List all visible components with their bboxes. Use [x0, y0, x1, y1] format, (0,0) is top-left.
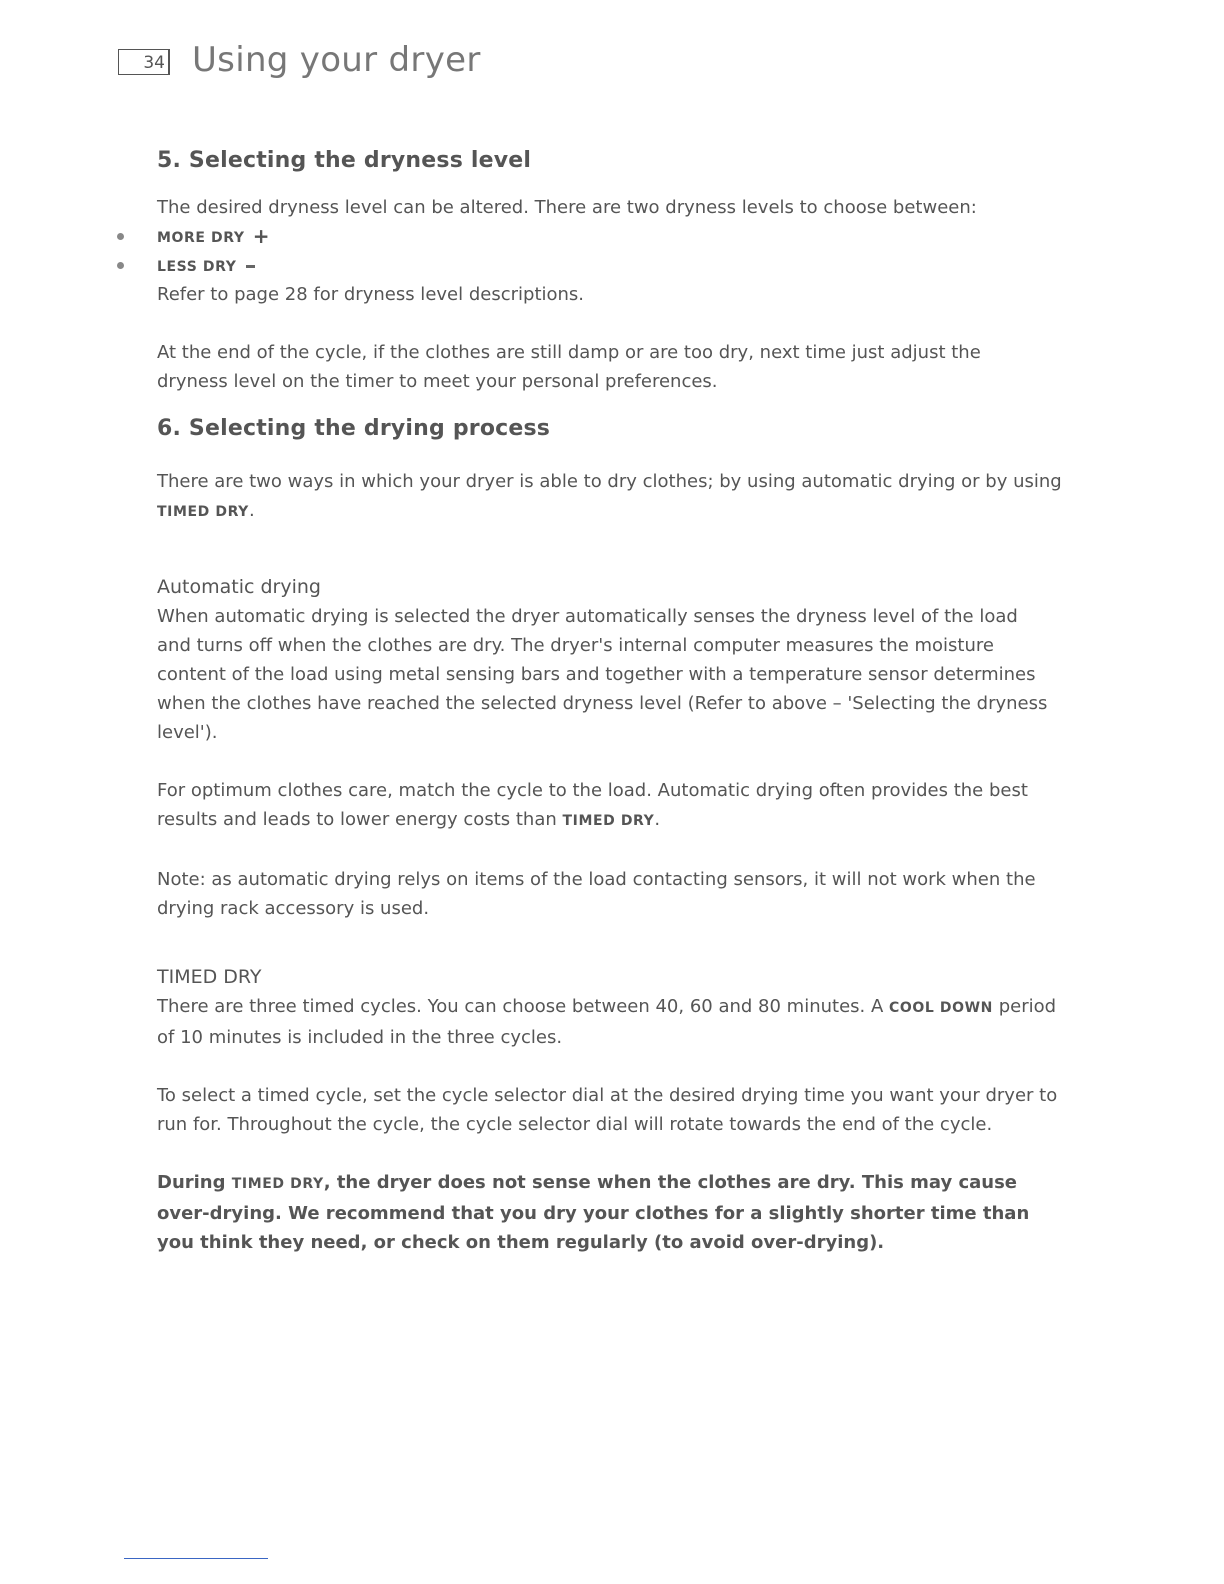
note-paragraph: Note: as automatic drying relys on items of the load contacting sensors, it will not work when the drying rack accessory is used.: [157, 869, 1036, 919]
section-5-intro: The desired dryness level can be altered. There are two dryness levels to choose between:: [157, 197, 977, 218]
plus-icon: +: [252, 224, 270, 248]
section-5-end-of-cycle: At the end of the cycle, if the clothes are still damp or are too dry, next time just adjust the dryness level on the timer to meet your personal preferences.: [157, 342, 981, 392]
timed-dry-term: TIMED DRY: [231, 1176, 324, 1192]
dryness-option-less: [157, 251, 1097, 280]
bullet-icon: [117, 233, 124, 240]
timed-dry-body-text: There are three timed cycles. You can choose between 40, 60 and 80 minutes. A: [157, 996, 889, 1017]
footer-rule: [124, 1558, 268, 1559]
cool-down-term: COOL DOWN: [889, 1000, 993, 1016]
timed-dry-warning: [157, 1168, 1067, 1257]
timed-dry-body: [157, 992, 1057, 1052]
more-dry-label: MORE DRY: [157, 230, 245, 246]
main-content: [157, 148, 1097, 1257]
page-header: [118, 40, 481, 80]
dryness-options-list: [157, 222, 1097, 280]
section-6-intro: [157, 467, 1067, 527]
timed-dry-body-end: period of 10 minutes is included in the three cycles.: [157, 996, 1057, 1048]
timed-dry-heading: TIMED DRY: [157, 966, 262, 988]
section-5-heading: 5. Selecting the dryness level: [157, 148, 532, 173]
optimum-care-end: .: [654, 809, 661, 830]
section-6-heading: 6. Selecting the drying process: [157, 416, 551, 441]
section-6-intro-end: .: [248, 500, 255, 521]
automatic-drying-body: When automatic drying is selected the dryer automatically senses the dryness level of the load and turns off when the clothes are dry. The dryer's internal computer measures the moisture content of the load using metal sensing bars and together with a temperature sensor determines when the clothes have reached the selected dryness level (Refer to above – 'Selecting the dryness level').: [157, 606, 1048, 743]
less-dry-label: LESS DRY: [157, 259, 237, 275]
timed-dry-term: TIMED DRY: [157, 504, 249, 520]
section-6-intro-text: There are two ways in which your dryer is able to dry clothes; by using automatic drying or by using: [157, 471, 1062, 492]
minus-icon: [246, 265, 255, 268]
optimum-care-text: For optimum clothes care, match the cycle to the load. Automatic drying often provides the best results and leads to lower energy costs than: [157, 780, 1028, 830]
timed-dry-term: TIMED DRY: [562, 813, 655, 829]
bullet-icon: [117, 262, 124, 269]
automatic-drying-heading: Automatic drying: [157, 576, 321, 598]
warning-text-start: During: [157, 1172, 232, 1193]
warning-text-end: , the dryer does not sense when the clothes are dry. This may cause over-drying. We recommend that you dry your clothes for a slightly shorter time than you think they need, or check on them regularly (to avoid over-drying).: [157, 1172, 1030, 1253]
page-title: Using your dryer: [192, 40, 481, 80]
timed-cycle-select-paragraph: To select a timed cycle, set the cycle selector dial at the desired drying time you want your dryer to run for. Throughout the cycle, the cycle selector dial will rotate towards the end of the cycle.: [157, 1085, 1058, 1135]
page-number: 34: [118, 49, 170, 75]
dryness-option-more: [157, 222, 1097, 251]
optimum-care-paragraph: [157, 776, 1092, 836]
section-5-refer: Refer to page 28 for dryness level descriptions.: [157, 284, 585, 305]
